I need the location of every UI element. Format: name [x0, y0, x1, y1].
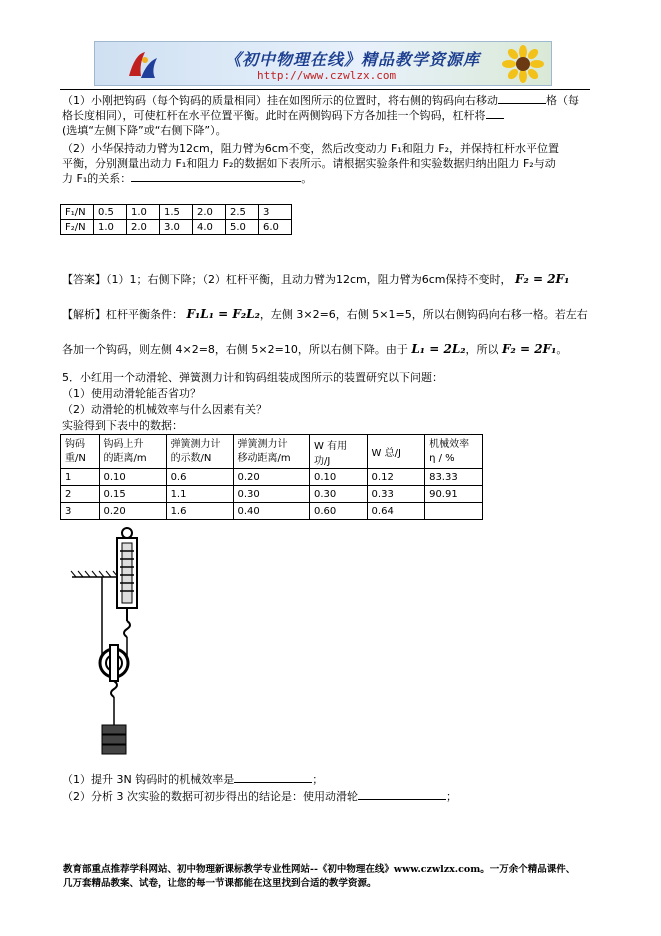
- analysis-text-2b: ，所以: [465, 343, 499, 356]
- table-cell: 2: [61, 486, 100, 503]
- table-cell: 2.5: [226, 205, 259, 220]
- header-cell: [61, 435, 100, 469]
- pulley-table: [60, 434, 483, 520]
- table-cell: 1.0: [127, 205, 160, 220]
- table-cell: 90.91: [425, 486, 483, 503]
- q5-item1: （1）使用动滑轮能否省功？: [62, 387, 201, 400]
- sunflower-icon: [501, 44, 545, 84]
- header-text: 弹簧测力计: [237, 438, 288, 450]
- q4-p2-line3-text: 力 F₁的关系：: [62, 172, 132, 185]
- q4-analysis-line2: [62, 342, 567, 357]
- table-cell: 1: [61, 469, 100, 486]
- table-cell: 1.5: [160, 205, 193, 220]
- table-cell: 0.6: [166, 469, 233, 486]
- answer-formula: F₂ = 2F₁: [515, 272, 570, 286]
- table-cell: 0.10: [310, 469, 368, 486]
- banner-title: 《初中物理在线》精品教学资源库: [225, 50, 481, 69]
- table-cell: F₁/N: [61, 205, 94, 220]
- pulley-apparatus-diagram: [70, 525, 180, 757]
- table-row: [61, 205, 292, 220]
- header-text: η / %: [429, 452, 455, 464]
- footer-line-1: 教育部重点推荐学科网站、初中物理新课标教学专业性网站--《初中物理在线》www.czwlzx.com。一万余个精品课件、: [63, 864, 576, 875]
- table-row: [61, 469, 483, 486]
- table-cell: F₂/N: [61, 220, 94, 235]
- banner-url[interactable]: http://www.czwlzx.com: [257, 69, 397, 82]
- q4-analysis-line1: [62, 307, 588, 322]
- q4-p1-text: （1）小刚把钩码（每个钩码的质量相同）挂在如图所示的位置时，将右侧的钩码向右移动: [62, 94, 498, 107]
- q4-blank-2[interactable]: [486, 118, 504, 119]
- header-text: 钩码上升: [103, 438, 144, 450]
- q4-p2-line3-end: 。: [301, 172, 313, 185]
- analysis-formula-3: F₂ = 2F₁: [502, 342, 557, 356]
- header-text: 钩码: [65, 438, 85, 450]
- table-cell: 0.10: [99, 469, 166, 486]
- q5-question2: [62, 789, 457, 804]
- header-cell: [166, 435, 233, 469]
- table-cell: 0.64: [367, 503, 425, 520]
- table-header-row: [61, 435, 483, 469]
- header-text: 的距离/m: [103, 452, 147, 464]
- table-cell: 0.60: [310, 503, 368, 520]
- table-cell: 83.33: [425, 469, 483, 486]
- q4-p1-line2-text: 格长度相同），可使杠杆在水平位置平衡。此时在两侧钩码下方各加挂一个钩码，杠杆将: [62, 109, 486, 122]
- table-cell: 2.0: [127, 220, 160, 235]
- q5-question1: [62, 772, 323, 787]
- q5-question1-text: （1）提升 3N 钩码时的机械效率是: [62, 773, 235, 786]
- q5-blank-2[interactable]: [358, 799, 446, 800]
- q5-table-intro: 实验得到下表中的数据：: [62, 419, 183, 432]
- q5-blank-1[interactable]: [234, 782, 312, 783]
- page-footer: [63, 863, 623, 891]
- table-row: [61, 220, 292, 235]
- table-cell: 4.0: [193, 220, 226, 235]
- answer-text: 【答案】（1）1；右侧下降；（2）杠杆平衡，且动力臂为12cm，阻力臂为6cm保持不变时，: [62, 273, 512, 286]
- table-cell: 3: [259, 205, 292, 220]
- q4-p2-line1: （2）小华保持动力臂为12cm，阻力臂为6cm不变，然后改变动力 F₁和阻力 F₂，并保持杠杆水平位置: [62, 142, 559, 155]
- analysis-text-2: 各加一个钩码，则左侧 4×2=8，右侧 5×2=10，所以右侧下降。由于: [62, 343, 408, 356]
- table-cell: 1.1: [166, 486, 233, 503]
- header-rule: [60, 89, 590, 90]
- header-text: 移动距离/m: [237, 452, 291, 464]
- header-cell: W 总/J: [367, 435, 425, 469]
- force-table: [60, 204, 292, 235]
- table-cell: 2.0: [193, 205, 226, 220]
- analysis-text-b: ，左侧 3×2=6，右侧 5×1=5，所以右侧钩码向右移一格。若左右: [259, 308, 588, 321]
- analysis-formula-2: L₁ = 2L₂: [411, 342, 466, 356]
- table-cell: 0.33: [367, 486, 425, 503]
- q4-p1-line1: [62, 93, 579, 108]
- q4-blank-3[interactable]: [131, 181, 301, 182]
- q4-p2-line3: [62, 171, 312, 186]
- q4-answer: [62, 272, 569, 287]
- q5-question1-end: ；: [312, 773, 324, 786]
- table-cell: 0.15: [99, 486, 166, 503]
- table-cell: 5.0: [226, 220, 259, 235]
- header-text: 重/N: [65, 452, 86, 464]
- q4-blank-1[interactable]: [498, 103, 546, 104]
- table-cell[interactable]: [425, 503, 483, 520]
- table-cell: 6.0: [259, 220, 292, 235]
- table-cell: 1.6: [166, 503, 233, 520]
- site-banner: [94, 41, 552, 86]
- q5-intro: 5．小红用一个动滑轮、弹簧测力计和钩码组装成图所示的装置研究以下问题：: [62, 371, 443, 384]
- q4-p1-text-end: 格（每: [546, 94, 579, 107]
- q4-p1-line3: (选填“左侧下降”或“右侧下降”）。: [62, 124, 227, 137]
- header-text: 弹簧测力计: [170, 438, 221, 450]
- header-cell: W 有用功/J: [310, 435, 368, 469]
- table-row: [61, 503, 483, 520]
- table-cell: 0.20: [233, 469, 310, 486]
- q4-p1-line2: [62, 108, 504, 123]
- analysis-text: 【解析】杠杆平衡条件：: [62, 308, 183, 321]
- table-cell: 0.20: [99, 503, 166, 520]
- table-cell: 0.30: [310, 486, 368, 503]
- q5-question2-text: （2）分析 3 次实验的数据可初步得出的结论是：使用动滑轮: [62, 790, 358, 803]
- table-cell: 0.5: [94, 205, 127, 220]
- analysis-end: 。: [556, 343, 568, 356]
- table-row: [61, 486, 483, 503]
- header-cell: [425, 435, 483, 469]
- header-text: 机械效率: [429, 438, 470, 450]
- q5-question2-end: ；: [446, 790, 457, 803]
- footer-line-2: 几万套精品教案、试卷，让您的每一节课都能在这里找到合适的教学资源。: [63, 878, 377, 889]
- table-cell: 0.30: [233, 486, 310, 503]
- header-cell: [233, 435, 310, 469]
- site-logo-icon: [125, 48, 161, 82]
- header-text: 的示数/N: [170, 452, 212, 464]
- table-cell: 0.40: [233, 503, 310, 520]
- table-cell: 0.12: [367, 469, 425, 486]
- table-cell: 3: [61, 503, 100, 520]
- header-cell: [99, 435, 166, 469]
- q4-p2-line2: 平衡，分别测量出动力 F₁和阻力 F₂的数据如下表所示。请根据实验条件和实验数据归纳出阻力 F₂与动: [62, 157, 556, 170]
- q5-item2: （2）动滑轮的机械效率与什么因素有关？: [62, 403, 267, 416]
- table-cell: 1.0: [94, 220, 127, 235]
- table-cell: 3.0: [160, 220, 193, 235]
- analysis-formula-1: F₁L₁ = F₂L₂: [186, 307, 260, 321]
